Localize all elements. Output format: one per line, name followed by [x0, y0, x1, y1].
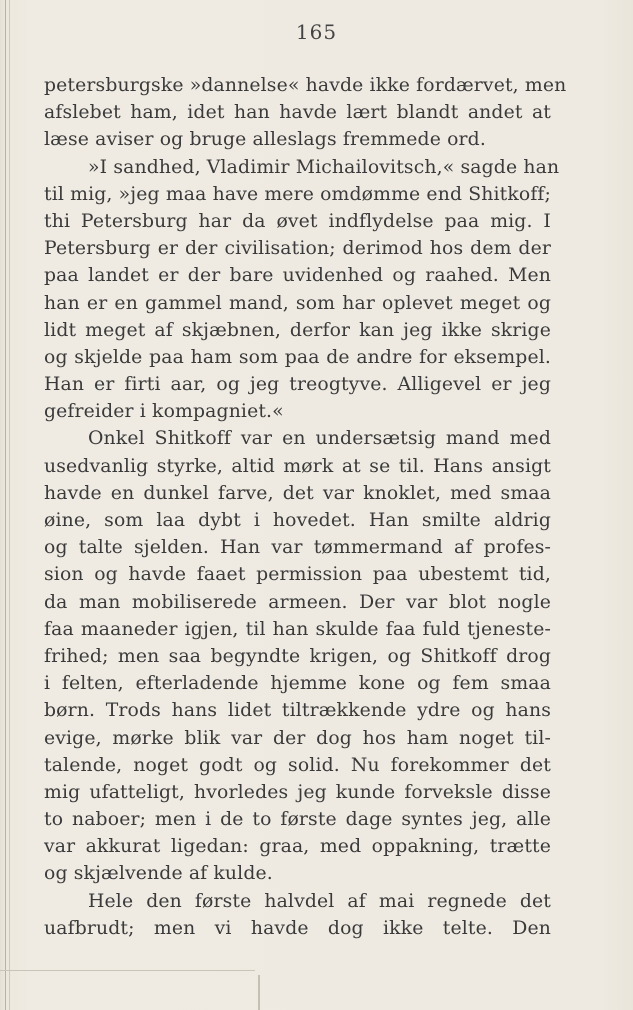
text-line: Onkel Shitkoff var en undersætsig mand med [88, 428, 551, 450]
text-line: og skjælvende af kulde. [44, 863, 273, 885]
text-line: paa landet er der bare uvidenhed og raahed. Men [44, 265, 551, 287]
page-bottom-rule [0, 970, 255, 971]
text-line: talende, noget godt og solid. Nu forekommer det [44, 754, 551, 776]
text-line: gefreider i kompagniet.« [44, 401, 284, 423]
page-edge-line [5, 0, 6, 1010]
text-line: to naboer; men i de to første dage syntes jeg, alle [44, 809, 551, 831]
page-edge-line-inner [9, 0, 10, 1010]
body-text [44, 72, 567, 942]
text-line: »I sandhed, Vladimir Michailovitsch,« sagde han [88, 156, 560, 178]
text-line: til mig, »jeg maa have mere omdømme end Shitkoff; [44, 183, 552, 205]
text-line: børn. Trods hans lidet tiltrækkende ydre og hans [44, 700, 551, 722]
text-line: og skjelde paa ham som paa de andre for eksempel. [44, 346, 551, 368]
text-line: afslebet ham, idet han havde lært blandt andet at [44, 102, 551, 124]
text-line: mig ufatteligt, hvorledes jeg kunde forveksle disse [44, 781, 551, 803]
text-line: havde en dunkel farve, det var knoklet, med smaa [44, 482, 551, 504]
text-line: sion og havde faaet permission paa ubestemt tid, [44, 564, 551, 586]
text-line: faa maaneder igjen, til han skulde faa fuld tjeneste- [44, 618, 551, 640]
text-line: thi Petersburg har da øvet indflydelse paa mig. I [44, 210, 551, 232]
text-line: da man mobiliserede armeen. Der var blot nogle [44, 591, 551, 613]
text-line: Han er firti aar, og jeg treogtyve. Alligevel er jeg [44, 374, 551, 396]
text-line: uafbrudt; men vi havde dog ikke telte. Den [44, 917, 551, 939]
text-line: lidt meget af skjæbnen, derfor kan jeg ikke skrige [44, 319, 551, 341]
text-line: frihed; men saa begyndte krigen, og Shitkoff drog [44, 645, 551, 667]
text-line: var akkurat ligedan: graa, med oppakning, trætte [44, 836, 551, 858]
page-number: 165 [295, 20, 338, 44]
text-line: i felten, efterladende hjemme kone og fem smaa [44, 673, 551, 695]
text-line: petersburgske »dannelse« havde ikke fordærvet, men [44, 75, 567, 96]
text-line: læse aviser og bruge alleslags fremmede ord. [44, 129, 486, 151]
page-bottom-mark [258, 975, 260, 1010]
text-line: evige, mørke blik var der dog hos ham noget til- [44, 727, 551, 749]
text-line: han er en gammel mand, som har oplevet meget og [44, 292, 551, 314]
text-line: Hele den første halvdel af mai regnede det [88, 890, 551, 912]
text-line: usedvanlig styrke, altid mørk at se til. Hans ansigt [44, 455, 551, 477]
text-line: Petersburg er der civilisation; derimod hos dem der [44, 238, 551, 260]
text-line: og talte sjelden. Han var tømmermand af profes- [44, 537, 551, 559]
text-line: øine, som laa dybt i hovedet. Han smilte aldrig [44, 510, 551, 531]
